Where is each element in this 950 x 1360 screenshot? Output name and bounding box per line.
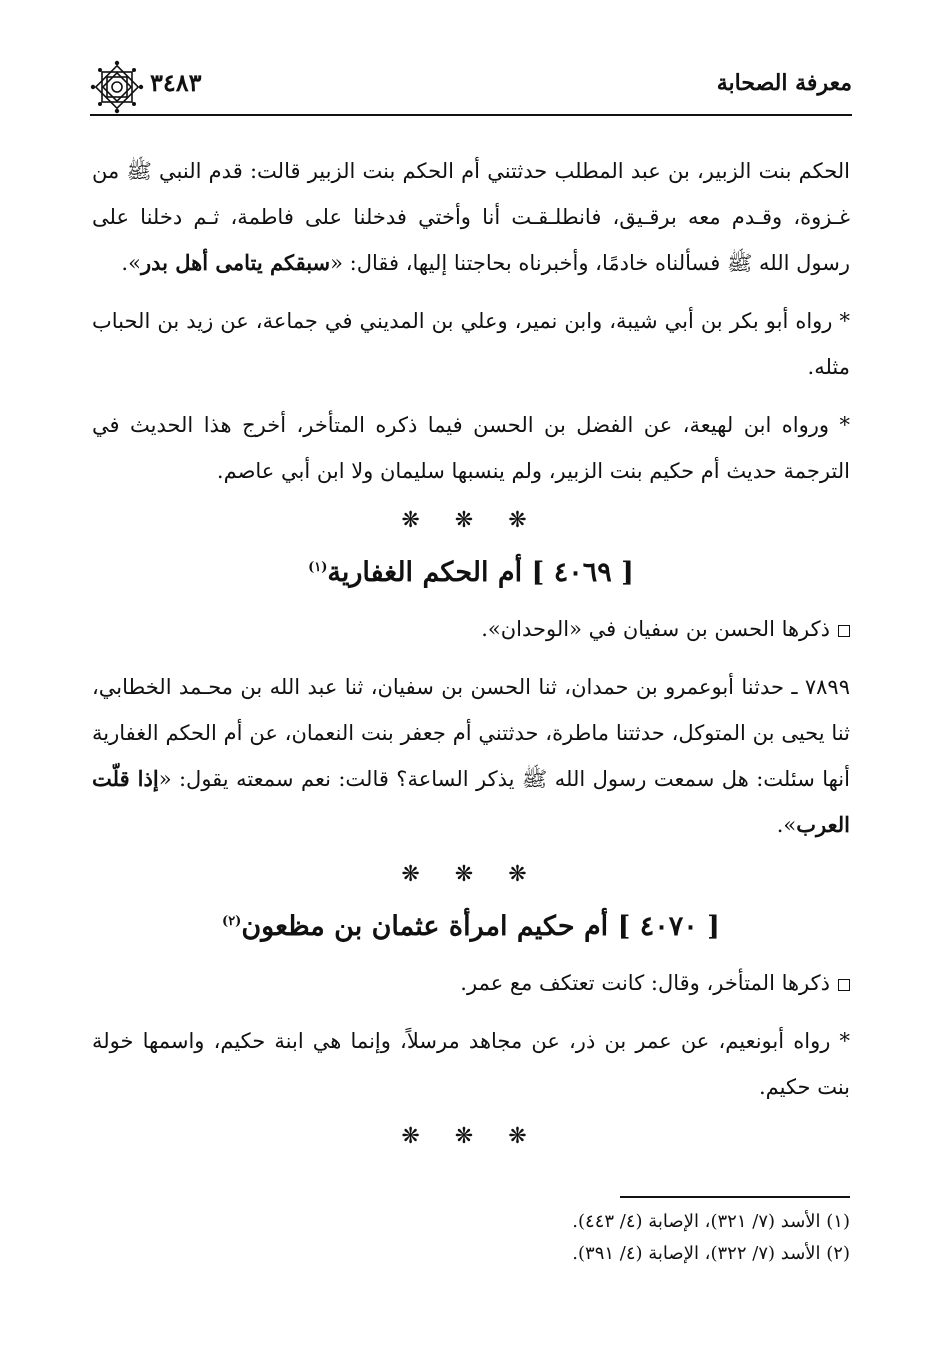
footnote-marker-2: (٢) [222, 914, 242, 929]
square-bullet-icon [838, 979, 850, 991]
entry-4070-note [92, 960, 850, 1006]
footnotes [420, 1206, 850, 1270]
book-title: معرفة الصحابة [716, 70, 852, 96]
paragraph-1 [92, 148, 850, 286]
hadith-7899-quote: إذا قلّت العرب [92, 766, 850, 837]
entry-heading-4070 [92, 895, 850, 954]
section-separator: ❋ ❋ ❋ [401, 862, 541, 887]
square-bullet-icon [838, 625, 850, 637]
header-rule [90, 114, 852, 116]
entry-4070-paragraph: * رواه أبونعيم، عن عمر بن ذر، عن مجاهد مرسلاً، وإنما هي ابنة حكيم، واسمها خولة بنت حكيم. [92, 1029, 850, 1099]
footnote-marker-1: (١) [308, 560, 328, 575]
entry-heading-4069-text: [ ٤٠٦٩ ] أم الحكم الغفارية [327, 557, 634, 588]
paragraph-1-text: الحكم بنت الزبير، بن عبد المطلب حدثتني أم الحكم بنت الزبير قالت: قدم النبي ﷺ من غـزوة، وقـدم معه برقـيق، فانطلـقـت أنا وأختي فدخلنا على فاطمة، ثـم دخلنا على رسول الله ﷺ فسألناه خادمًا، وأخبرناه بحاجتنا إليها، فقال: « [92, 159, 850, 275]
entry-4070-note-text: ذكرها المتأخر، وقال: كانت تعتكف مع عمر. [460, 971, 830, 995]
section-separator: ❋ ❋ ❋ [401, 508, 541, 533]
page-body [92, 148, 850, 1157]
octagram-ornament-icon [90, 60, 144, 114]
paragraph-2: * رواه أبو بكر بن أبي شيبة، وابن نمير، وعلي بن المديني في جماعة، عن زيد بن الحباب مثله. [92, 309, 850, 379]
hadith-7899-end: ». [776, 813, 797, 837]
hadith-7899-text: ٧٨٩٩ ـ حدثنا أبوعمرو بن حمدان، ثنا الحسن بن سفيان، ثنا عبد الله بن محـمد الخطابي، ثنا يحيى بن المتوكل، حدثتنا ماطرة، حدثتني أم جعفر بنت النعمان، عن أم الحكم الغفارية أنها سئلت: هل سمعت رسول الله ﷺ يذكر الساعة؟ قالت: نعم سمعته يقول: « [92, 675, 850, 791]
footnote-1: (١) الأسد (٧/ ٣٢١)، الإصابة (٤/ ٤٤٣). [572, 1211, 850, 1232]
section-separator: ❋ ❋ ❋ [401, 1124, 541, 1149]
paragraph-3: * ورواه ابن لهيعة، عن الفضل بن الحسن فيما ذكره المتأخر، أخرج هذا الحديث في الترجمة حديث أم حكيم بنت الزبير، ولم ينسبها سليمان ولا ابن أبي عاصم. [92, 413, 850, 483]
page-header [90, 62, 852, 114]
page-number: ٣٤٨٣ [150, 68, 202, 97]
paragraph-1-quote: سبقكم يتامى أهل بدر [140, 250, 331, 275]
entry-heading-4069 [92, 541, 850, 600]
entry-4069-note [92, 606, 850, 652]
footnote-2: (٢) الأسد (٧/ ٣٢٢)، الإصابة (٤/ ٣٩١). [572, 1243, 850, 1264]
entry-heading-4070-text: [ ٤٠٧٠ ] أم حكيم امرأة عثمان بن مظعون [241, 911, 720, 942]
footnote-rule [620, 1196, 850, 1198]
paragraph-1-end: ». [121, 251, 141, 275]
hadith-7899 [92, 664, 850, 848]
entry-4069-note-text: ذكرها الحسن بن سفيان في «الوحدان». [481, 617, 830, 641]
